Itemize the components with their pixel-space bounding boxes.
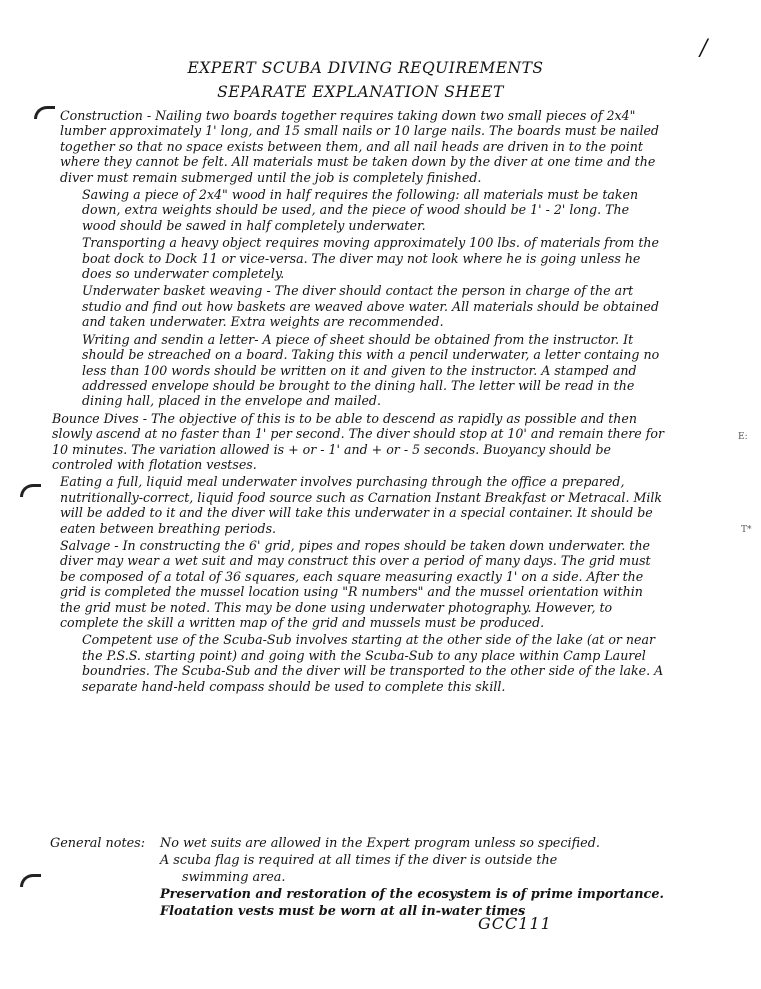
sawing-paragraph: Sawing a piece of 2x4" wood in half requires the following: all materials must be taken down, extra weights should be used, and the piece of wood should be 1' - 2' long. The wood should be sawed in half completely underwater.	[82, 187, 639, 233]
basket-weaving-paragraph: Underwater basket weaving - The diver should contact the person in charge of the art studio and find out how baskets are weaved above water. All materials should be obtained and taken underwater. Extra weights are recommended.	[82, 283, 659, 330]
paragraph-text: liquid meal underwater involves purchasing through the office a prepared, nutritionally-correct, liquid food source such as Carnation Instant Breakfast or Metracal. Milk will be added to it and the diver will take this underwater in a special container. It should be eaten between breathing periods.	[60, 474, 663, 536]
liquid-meal-paragraph	[60, 474, 665, 536]
construction-paragraph	[60, 108, 665, 185]
document-header	[0, 56, 761, 104]
margin-mark-1: E:	[738, 432, 748, 442]
document-title: EXPERT SCUBA DIVING REQUIREMENTS	[187, 59, 544, 77]
general-notes-label: General notes:	[50, 836, 146, 851]
section-label: Salvage -	[60, 537, 123, 553]
section-label: Eating a full,	[60, 474, 147, 490]
section-label: Construction -	[60, 108, 156, 123]
general-note-2-continued: swimming area.	[182, 870, 286, 885]
requirements-body	[52, 108, 665, 696]
document-code-signature: GCC111	[478, 914, 552, 933]
scuba-sub-paragraph: Competent use of the Scuba-Sub involves starting at the other side of the lake (at or near the P.S.S. starting point) and going with the Scuba-Sub to any place within Camp Laurel boundries. The Scuba-Sub and the diver will be transported to the other side of the lake. A separate hand-held compass should be used to complete this skill.	[82, 632, 664, 694]
bounce-dives-paragraph	[52, 411, 665, 473]
transporting-paragraph: Transporting a heavy object requires moving approximately 100 lbs. of materials from the boat dock to Dock 11 or vice-versa. The diver may not look where he is going unless he does so underwater completely.	[82, 235, 659, 282]
section-label: Bounce Dives -	[52, 410, 151, 426]
salvage-paragraph	[60, 538, 665, 630]
document-subtitle: SEPARATE EXPLANATION SHEET	[217, 83, 504, 101]
letter-writing-paragraph: Writing and sendin a letter- A piece of sheet should be obtained from the instructor. It should be streached on a board. Taking this with a pencil underwater, a letter containg no less than 100 words should be written on it and given to the instructor. A stamped and addressed envelope should be brought to the dining hall. The letter will be read in the dining hall, placed in the envelope and mailed.	[82, 331, 660, 409]
punch-hole-mark-top	[34, 106, 55, 119]
general-note-4: Floatation vests must be worn at all in-water times	[160, 904, 526, 919]
margin-mark-2: T*	[741, 525, 752, 535]
general-note-2: A scuba flag is required at all times if the diver is outside the	[160, 853, 558, 868]
paragraph-text: In constructing the 6' grid, pipes and ropes should be taken down underwater. the diver may wear a wet suit and may construct this over a period of many days. The grid must be composed of a total of 36 squares, each square measuring exactly 1' on a side. After the grid is completed the mussel location using "R numbers" and the mussel orientation within the grid must be noted. This may be done using underwater photography. However, to complete the skill a written map of the grid and mussels must be produced.	[60, 537, 651, 630]
general-note-row	[50, 835, 690, 852]
paragraph-text: The objective of this is to be able to descend as rapidly as possible and then slowly ascend at no faster than 1' per second. The diver should stop at 10' and remain there for 10 minutes. The variation allowed is + or - 1' and + or - 5 seconds. Buoyancy should be controled with flotation vestses.	[52, 410, 664, 472]
paragraph-text: Nailing two boards together requires taking down two small pieces of 2x4" lumber approximately 1' long, and 15 small nails or 10 large nails. The boards must be nailed together so that no space exists between them, and all nail heads are driven in to the point where they cannot be felt. All materials must be taken down by the diver at one time and the diver must remain submerged until the job is completely finished.	[60, 108, 659, 185]
general-note-1: No wet suits are allowed in the Expert program unless so specified.	[160, 836, 600, 851]
corner-mark: /	[700, 36, 708, 61]
punch-hole-mark-middle	[20, 484, 41, 497]
general-note-3: Preservation and restoration of the ecosystem is of prime importance.	[160, 887, 664, 902]
punch-hole-mark-bottom	[20, 874, 41, 887]
general-notes	[50, 835, 690, 920]
